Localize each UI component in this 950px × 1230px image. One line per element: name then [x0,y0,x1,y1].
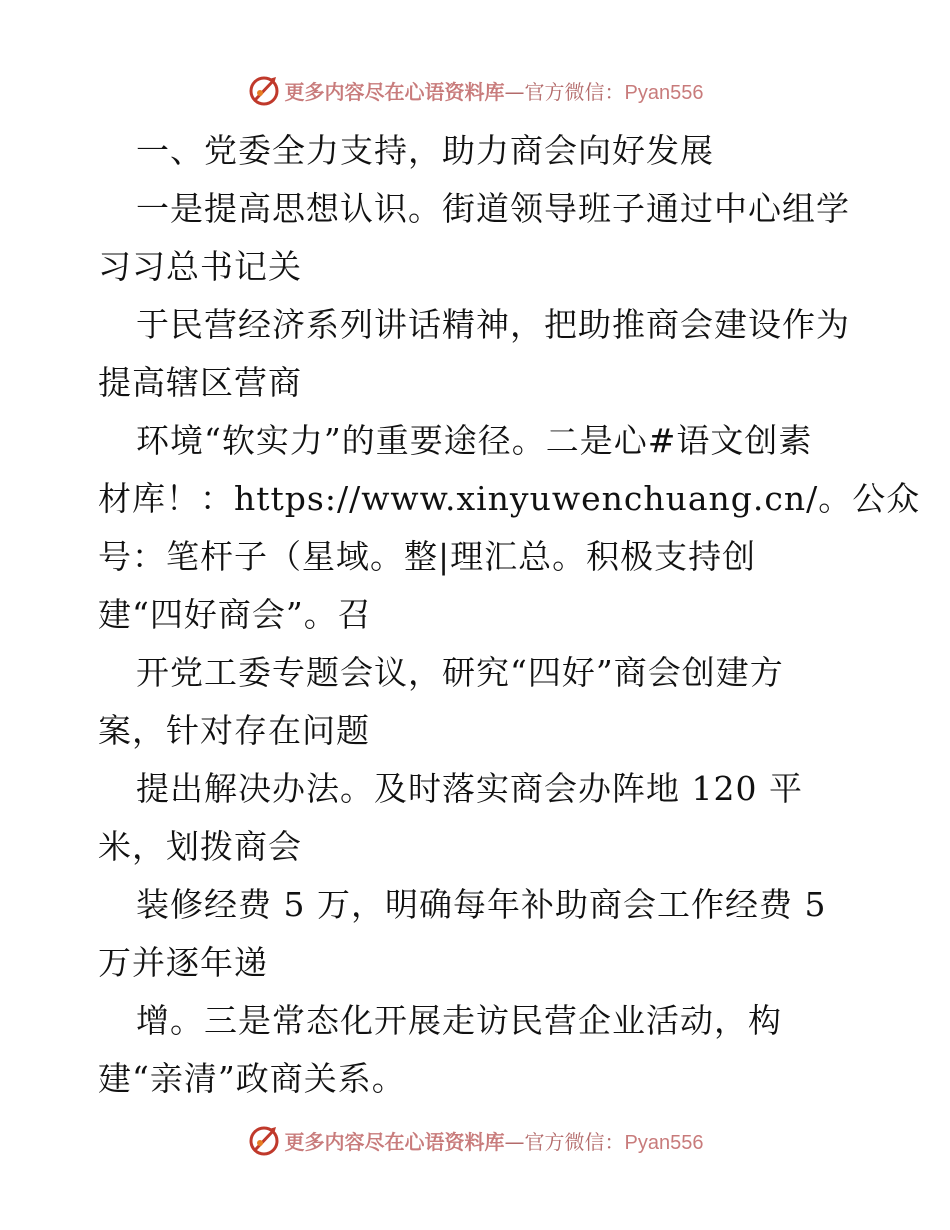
footer-banner-inner [247,1123,704,1157]
banner-wechat-label: 官方微信： [524,79,625,104]
body-line: 一是提高思想认识。街道领导班子通过中心组学 [136,189,850,228]
banner-wechat-id: Pyan556 [624,81,704,104]
body-line: 环境“软实力”的重要途径。二是心#语文创素 [136,421,813,460]
body-line: 米，划拨商会 [98,827,302,866]
banner-text [285,1126,704,1155]
body-line: 案，针对存在问题 [98,711,370,750]
body-line: 建“四好商会”。召 [98,595,372,634]
body-line: 开党工委专题会议，研究“四好”商会创建方 [136,653,784,692]
banner-main-text: 更多内容尽在心语资料库 [284,1129,505,1154]
banner-main-text: 更多内容尽在心语资料库 [284,79,505,104]
body-line: 提高辖区营商 [98,363,302,402]
body-line: 一、党委全力支持，助力商会向好发展 [136,131,714,170]
body-line: 提出解决办法。及时落实商会办阵地 120 平 [136,769,803,808]
banner-dash: — [504,1129,525,1154]
body-line: 装修经费 5 万，明确每年补助商会工作经费 5 [136,885,827,924]
footer-banner [0,1120,950,1160]
body-line: 号：笔杆子（星域。整|理汇总。积极支持创 [98,537,757,576]
document-body [98,122,921,1108]
brand-logo-icon [247,73,281,107]
banner-dash: — [504,79,525,104]
brand-logo-icon [247,1123,281,1157]
banner-wechat-id: Pyan556 [624,1131,704,1154]
body-line: 建“亲清”政商关系。 [98,1059,406,1098]
header-banner-inner [247,73,704,107]
body-line: 增。三是常态化开展走访民营企业活动，构 [136,1001,782,1040]
banner-text [285,76,704,105]
body-line: 于民营经济系列讲话精神，把助推商会建设作为 [136,305,850,344]
banner-wechat-label: 官方微信： [524,1129,625,1154]
body-line: 习习总书记关 [98,247,302,286]
body-line: 材库！：https://www.xinyuwenchuang.cn/。公众 [98,479,921,518]
header-banner [0,70,950,110]
body-line: 万并逐年递 [98,943,268,982]
